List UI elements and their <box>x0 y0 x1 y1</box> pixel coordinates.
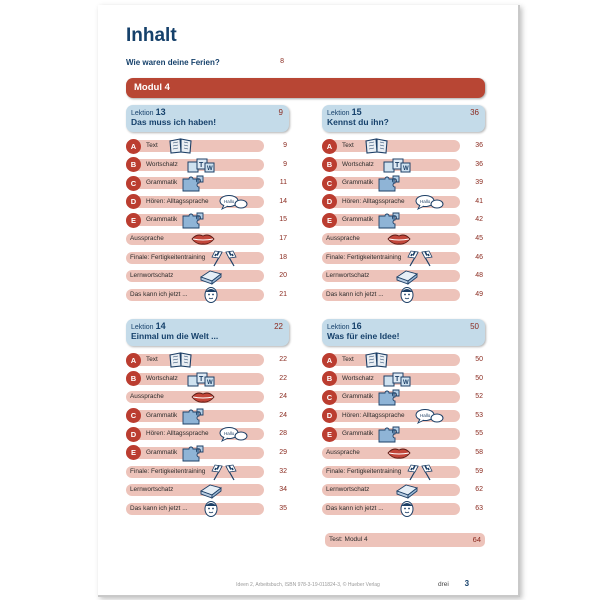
toc-row[interactable] <box>322 174 485 193</box>
svg-text:T: T <box>199 161 204 169</box>
row-page: 11 <box>279 179 287 187</box>
page-number <box>438 579 469 588</box>
lips-icon <box>190 388 216 406</box>
intro-page: 8 <box>280 58 284 65</box>
module-banner: Modul 4 <box>126 78 485 98</box>
lesson-14 <box>126 319 289 518</box>
puzzle-icon <box>376 425 402 443</box>
puzzle-icon <box>180 444 206 462</box>
toc-row[interactable] <box>126 286 289 305</box>
svg-text:W: W <box>207 379 213 386</box>
lesson-rows <box>322 137 485 304</box>
toc-row[interactable] <box>126 425 289 444</box>
row-label: Grammatik <box>146 411 178 419</box>
row-page: 49 <box>475 290 483 298</box>
lesson-header <box>126 319 289 346</box>
section-letter-badge: B <box>126 157 141 172</box>
letter-blocks-icon <box>382 370 412 388</box>
book-icon <box>364 351 390 369</box>
svg-text:T: T <box>395 161 400 169</box>
toc-row[interactable] <box>322 407 485 426</box>
row-page: 21 <box>279 290 287 298</box>
toc-row[interactable] <box>322 425 485 444</box>
section-letter-badge: C <box>126 408 141 423</box>
section-letter-badge: E <box>126 213 141 228</box>
lesson-rows <box>322 351 485 518</box>
section-letter-badge: C <box>126 176 141 191</box>
row-page: 15 <box>279 216 287 224</box>
row-label: Grammatik <box>146 216 178 224</box>
row-label: Das kann ich jetzt ... <box>326 504 384 512</box>
svg-text:T: T <box>395 375 400 383</box>
checkered-flags-icon <box>210 463 238 481</box>
toc-row[interactable] <box>126 481 289 500</box>
checkered-flags-icon <box>210 249 238 267</box>
row-label: Lernwortschatz <box>130 486 174 494</box>
lesson-page: 22 <box>274 322 283 331</box>
section-letter-badge: E <box>126 445 141 460</box>
lesson-word: Lektion <box>131 324 154 331</box>
puzzle-icon <box>376 211 402 229</box>
row-label: Text <box>342 142 354 149</box>
lesson-15 <box>322 105 485 304</box>
lesson-label <box>131 107 284 117</box>
row-label: Aussprache <box>326 234 360 242</box>
intro-entry[interactable] <box>126 58 284 67</box>
toc-page <box>98 5 520 597</box>
lesson-header <box>126 105 289 132</box>
test-entry[interactable] <box>325 533 485 547</box>
lesson-label <box>131 321 284 331</box>
speech-bubbles-icon <box>218 193 248 211</box>
row-page: 36 <box>475 160 483 168</box>
row-label: Das kann ich jetzt ... <box>130 290 188 298</box>
svg-text:Hallo: Hallo <box>224 431 235 437</box>
lesson-title: Kennst du ihn? <box>327 117 389 127</box>
row-page: 24 <box>279 411 287 419</box>
toc-row[interactable] <box>126 249 289 268</box>
toc-row[interactable] <box>322 267 485 286</box>
face-icon <box>202 286 220 304</box>
row-label: Lernwortschatz <box>130 272 174 280</box>
section-letter-badge: B <box>322 157 337 172</box>
row-label: Aussprache <box>130 393 164 401</box>
row-page: 18 <box>279 253 287 261</box>
toc-row[interactable] <box>322 500 485 519</box>
row-label: Grammatik <box>342 393 374 401</box>
toc-row[interactable] <box>322 137 485 156</box>
svg-text:W: W <box>207 165 213 172</box>
row-page: 22 <box>279 356 287 363</box>
section-letter-badge: D <box>126 194 141 209</box>
row-label: Hören: Alltagssprache <box>146 430 209 438</box>
toc-row[interactable] <box>126 463 289 482</box>
row-page: 22 <box>279 374 287 382</box>
eraser-icon <box>198 481 224 499</box>
row-page: 62 <box>475 486 483 494</box>
puzzle-icon <box>376 174 402 192</box>
speech-bubbles-icon <box>414 407 444 425</box>
lesson-rows <box>126 351 289 518</box>
row-label: Grammatik <box>342 430 374 438</box>
lips-icon <box>386 444 412 462</box>
toc-row[interactable] <box>322 481 485 500</box>
lesson-header <box>322 319 485 346</box>
row-page: 29 <box>279 448 287 456</box>
row-page: 50 <box>475 356 483 363</box>
letter-blocks-icon <box>186 156 216 174</box>
checkered-flags-icon <box>406 249 434 267</box>
toc-row[interactable] <box>126 211 289 230</box>
row-label: Text <box>146 356 158 363</box>
toc-row[interactable] <box>126 156 289 175</box>
page-digit: 3 <box>464 579 470 588</box>
speech-bubbles-icon <box>414 193 444 211</box>
section-letter-badge: E <box>322 427 337 442</box>
row-page: 34 <box>279 486 287 494</box>
row-page: 24 <box>279 393 287 401</box>
toc-row[interactable] <box>126 407 289 426</box>
toc-row[interactable] <box>126 370 289 389</box>
section-letter-badge: D <box>126 427 141 442</box>
toc-row[interactable] <box>322 249 485 268</box>
lesson-number: 15 <box>351 107 362 117</box>
book-icon <box>168 137 194 155</box>
row-label: Finale: Fertigkeitentraining <box>130 253 206 261</box>
row-page: 46 <box>475 253 483 261</box>
row-page: 58 <box>475 448 483 456</box>
lesson-title: Einmal um die Welt ... <box>131 331 219 341</box>
lesson-number: 14 <box>155 321 166 331</box>
lesson-word: Lektion <box>327 324 350 331</box>
section-letter-badge: A <box>126 353 141 368</box>
row-label: Wortschatz <box>146 160 178 168</box>
row-page: 41 <box>475 197 483 205</box>
letter-blocks-icon <box>186 370 216 388</box>
row-page: 45 <box>475 234 483 242</box>
puzzle-icon <box>376 388 402 406</box>
lesson-word: Lektion <box>131 110 154 117</box>
lesson-label <box>327 107 480 117</box>
row-page: 35 <box>279 504 287 512</box>
puzzle-icon <box>180 211 206 229</box>
letter-blocks-icon <box>382 156 412 174</box>
lesson-13 <box>126 105 289 304</box>
row-label: Text <box>146 142 158 149</box>
row-label: Text <box>342 356 354 363</box>
row-page: 52 <box>475 393 483 401</box>
row-label: Das kann ich jetzt ... <box>326 290 384 298</box>
lesson-16 <box>322 319 485 518</box>
row-label: Das kann ich jetzt ... <box>130 504 188 512</box>
book-icon <box>168 351 194 369</box>
row-page: 63 <box>475 504 483 512</box>
row-label: Aussprache <box>130 234 164 242</box>
lesson-word: Lektion <box>327 110 350 117</box>
section-letter-badge: E <box>322 213 337 228</box>
row-page: 53 <box>475 411 483 419</box>
section-letter-badge: B <box>322 371 337 386</box>
eraser-icon <box>394 481 420 499</box>
page-word: drei <box>438 581 449 588</box>
toc-row[interactable] <box>126 500 289 519</box>
row-page: 32 <box>279 467 287 475</box>
lips-icon <box>190 230 216 248</box>
row-label: Finale: Fertigkeitentraining <box>326 253 402 261</box>
toc-row[interactable] <box>126 174 289 193</box>
toc-row[interactable] <box>126 351 289 370</box>
puzzle-icon <box>180 407 206 425</box>
toc-row[interactable] <box>322 156 485 175</box>
row-label: Hören: Alltagssprache <box>342 411 405 419</box>
lesson-number: 13 <box>155 107 166 117</box>
toc-row[interactable] <box>322 351 485 370</box>
intro-label: Wie waren deine Ferien? <box>126 58 220 67</box>
book-icon <box>364 137 390 155</box>
row-label: Wortschatz <box>342 374 374 382</box>
row-page: 36 <box>475 142 483 149</box>
toc-row[interactable] <box>322 444 485 463</box>
test-page: 64 <box>472 535 481 544</box>
row-label: Hören: Alltagssprache <box>342 197 405 205</box>
section-letter-badge: D <box>322 194 337 209</box>
row-page: 20 <box>279 272 287 280</box>
row-label: Lernwortschatz <box>326 272 370 280</box>
section-letter-badge: D <box>322 408 337 423</box>
face-icon <box>398 286 416 304</box>
toc-row[interactable] <box>126 267 289 286</box>
row-page: 9 <box>283 160 287 168</box>
row-label: Grammatik <box>342 179 374 187</box>
face-icon <box>398 500 416 518</box>
footer-copyright: Ideen 2, Arbeitsbuch, ISBN 978-3-19-011824-3, © Hueber Verlag <box>236 582 380 588</box>
lesson-title: Was für eine Idee! <box>327 331 400 341</box>
toc-row[interactable] <box>322 211 485 230</box>
row-page: 59 <box>475 467 483 475</box>
row-label: Finale: Fertigkeitentraining <box>326 467 402 475</box>
toc-row[interactable] <box>322 388 485 407</box>
row-page: 48 <box>475 272 483 280</box>
eraser-icon <box>394 267 420 285</box>
section-letter-badge: C <box>322 390 337 405</box>
svg-text:Hallo: Hallo <box>224 198 235 204</box>
row-label: Hören: Alltagssprache <box>146 197 209 205</box>
lesson-rows <box>126 137 289 304</box>
svg-text:T: T <box>199 375 204 383</box>
row-label: Lernwortschatz <box>326 486 370 494</box>
lesson-page: 50 <box>470 322 479 331</box>
toc-row[interactable] <box>322 193 485 212</box>
lesson-number: 16 <box>351 321 362 331</box>
row-page: 17 <box>279 234 287 242</box>
toc-row[interactable] <box>126 230 289 249</box>
svg-text:W: W <box>403 165 409 172</box>
section-letter-badge: A <box>322 353 337 368</box>
lesson-page: 9 <box>278 108 283 117</box>
row-label: Wortschatz <box>146 374 178 382</box>
row-label: Aussprache <box>326 448 360 456</box>
page-title: Inhalt <box>126 25 177 46</box>
test-label: Test: Modul 4 <box>329 536 368 543</box>
row-page: 50 <box>475 374 483 382</box>
svg-text:W: W <box>403 379 409 386</box>
speech-bubbles-icon <box>218 425 248 443</box>
svg-text:Hallo: Hallo <box>420 198 431 204</box>
eraser-icon <box>198 267 224 285</box>
checkered-flags-icon <box>406 463 434 481</box>
row-page: 39 <box>475 179 483 187</box>
row-label: Wortschatz <box>342 160 374 168</box>
toc-row[interactable] <box>126 137 289 156</box>
row-label: Grammatik <box>342 216 374 224</box>
lips-icon <box>386 230 412 248</box>
lesson-page: 36 <box>470 108 479 117</box>
toc-row[interactable] <box>322 370 485 389</box>
row-page: 42 <box>475 216 483 224</box>
toc-row[interactable] <box>126 444 289 463</box>
row-label: Grammatik <box>146 179 178 187</box>
row-page: 14 <box>279 197 287 205</box>
row-label: Finale: Fertigkeitentraining <box>130 467 206 475</box>
puzzle-icon <box>180 174 206 192</box>
lesson-header <box>322 105 485 132</box>
toc-row[interactable] <box>322 463 485 482</box>
lesson-label <box>327 321 480 331</box>
section-letter-badge: B <box>126 371 141 386</box>
row-page: 55 <box>475 430 483 438</box>
toc-row[interactable] <box>126 388 289 407</box>
section-letter-badge: C <box>322 176 337 191</box>
section-letter-badge: A <box>126 139 141 154</box>
row-page: 9 <box>283 142 287 149</box>
toc-row[interactable] <box>322 286 485 305</box>
section-letter-badge: A <box>322 139 337 154</box>
lesson-title: Das muss ich haben! <box>131 117 217 127</box>
toc-row[interactable] <box>126 193 289 212</box>
row-page: 28 <box>279 430 287 438</box>
face-icon <box>202 500 220 518</box>
row-label: Grammatik <box>146 448 178 456</box>
toc-row[interactable] <box>322 230 485 249</box>
svg-text:Hallo: Hallo <box>420 412 431 418</box>
